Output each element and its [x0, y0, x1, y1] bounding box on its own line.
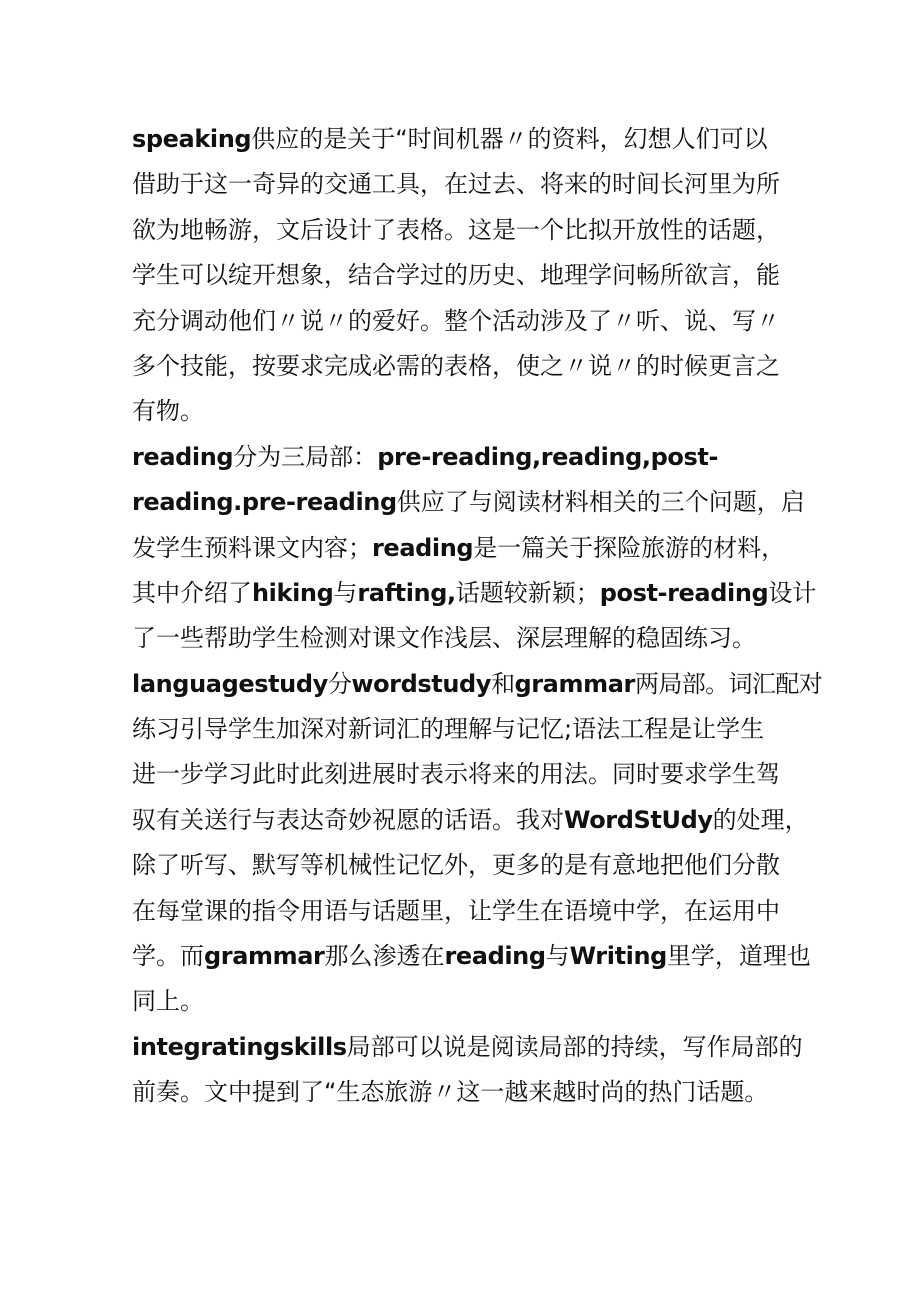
- text-line: [132, 616, 804, 661]
- text-run: 在每堂课的指令用语与话题里，让学生在语境中学，在运用中: [132, 896, 780, 925]
- text-run: 充分调动他们〃说〃的爱好。整个活动涉及了〃听、说、写〃: [132, 306, 780, 335]
- text-run: 欲为地畅游，文后设计了表格。这是一个比拟开放性的话题，: [132, 215, 780, 244]
- text-line: [132, 208, 804, 253]
- text-run: 那么渗透在: [324, 942, 445, 971]
- text-line: [132, 253, 804, 298]
- text-run: 练习引导学生加深对新词汇的理解与记忆;语法工程是让学生: [132, 715, 765, 744]
- text-line: [132, 526, 804, 571]
- paragraph: [132, 662, 823, 1025]
- text-run: 两局部。词汇配对: [634, 669, 823, 698]
- english-term: reading: [132, 442, 234, 471]
- text-run: 同上。: [132, 987, 204, 1016]
- text-line: [132, 1070, 804, 1115]
- text-line: [132, 1025, 804, 1070]
- text-run: 了一些帮助学生检测对课文作浅层、深层理解的稳固练习。: [132, 624, 756, 653]
- paragraph: [132, 435, 817, 662]
- text-run: 发学生预料课文内容；: [132, 533, 372, 562]
- text-run: 除了听写、默写等机械性记忆外，更多的是有意地把他们分散: [132, 851, 780, 880]
- text-line: [132, 934, 811, 979]
- text-line: [132, 843, 804, 888]
- text-run: 分: [327, 669, 352, 698]
- text-run: 学。而: [132, 942, 204, 971]
- text-run: 驭有关送行与表达奇妙祝愿的话语。我对: [132, 805, 564, 834]
- text-line: [132, 162, 804, 207]
- text-line: [132, 435, 804, 480]
- text-line: [132, 571, 817, 616]
- text-line: [132, 299, 804, 344]
- text-line: [132, 344, 804, 389]
- text-run: 话题较新颖；: [455, 578, 600, 607]
- text-run: 与: [333, 578, 358, 607]
- text-line: [132, 752, 804, 797]
- text-run: 和: [491, 669, 515, 698]
- text-run: 多个技能，按要求完成必需的表格，使之〃说〃的时候更言之: [132, 351, 780, 380]
- english-term: wordstudy: [351, 669, 492, 698]
- text-line: [132, 662, 823, 707]
- text-line: [132, 707, 804, 752]
- english-term: rafting,: [357, 578, 456, 607]
- text-run: 其中介绍了: [132, 578, 252, 607]
- text-run: 里学，道理也: [666, 942, 811, 971]
- text-run: 前奏。文中提到了“生态旅游〃这一越来越时尚的热门话题。: [132, 1078, 769, 1107]
- text-run: 学生可以绽开想象，结合学过的历史、地理学问畅所欲言，能: [132, 261, 780, 290]
- text-line: [132, 889, 804, 934]
- text-run: 设计: [768, 578, 817, 607]
- text-run: 有物。: [132, 397, 204, 426]
- english-term: reading.pre-reading: [132, 488, 397, 517]
- english-term: Writing: [569, 942, 667, 971]
- english-term: pre-reading,reading,post-: [377, 442, 719, 471]
- english-term: post-reading: [599, 578, 769, 607]
- text-run: 分为三局部：: [233, 442, 378, 471]
- text-run: 局部可以说是阅读局部的持续，写作局部的: [346, 1032, 803, 1061]
- text-run: 是一篇关于探险旅游的材料，: [473, 533, 786, 562]
- english-term: languagestudy: [132, 669, 328, 698]
- english-term: WordStUdy: [564, 805, 713, 834]
- text-run: 的处理，: [712, 805, 809, 834]
- english-term: grammar: [204, 942, 325, 971]
- text-run: 借助于这一奇异的交通工具，在过去、将来的时间长河里为所: [132, 170, 780, 199]
- body-text: [132, 117, 823, 1116]
- text-run: 供应的是关于“时间机器〃的资料，幻想人们可以: [251, 125, 768, 153]
- english-term: hiking: [252, 578, 334, 607]
- text-run: 进一步学习此时此刻进展时表示将来的用法。同时要求学生驾: [132, 760, 780, 789]
- english-term: reading: [372, 533, 474, 562]
- text-line: [132, 798, 809, 843]
- english-term: grammar: [514, 669, 635, 698]
- paragraph: [132, 1025, 804, 1116]
- paragraph: [132, 117, 804, 435]
- text-line: [132, 117, 804, 162]
- text-run: 与: [545, 942, 570, 971]
- text-line: [132, 979, 804, 1024]
- text-line: [132, 480, 804, 525]
- text-line: [132, 389, 804, 434]
- english-term: integratingskills: [132, 1032, 347, 1061]
- english-term: reading: [444, 942, 546, 971]
- text-run: 供应了与阅读材料相关的三个问题，启: [396, 488, 805, 517]
- english-term: speaking: [132, 125, 252, 153]
